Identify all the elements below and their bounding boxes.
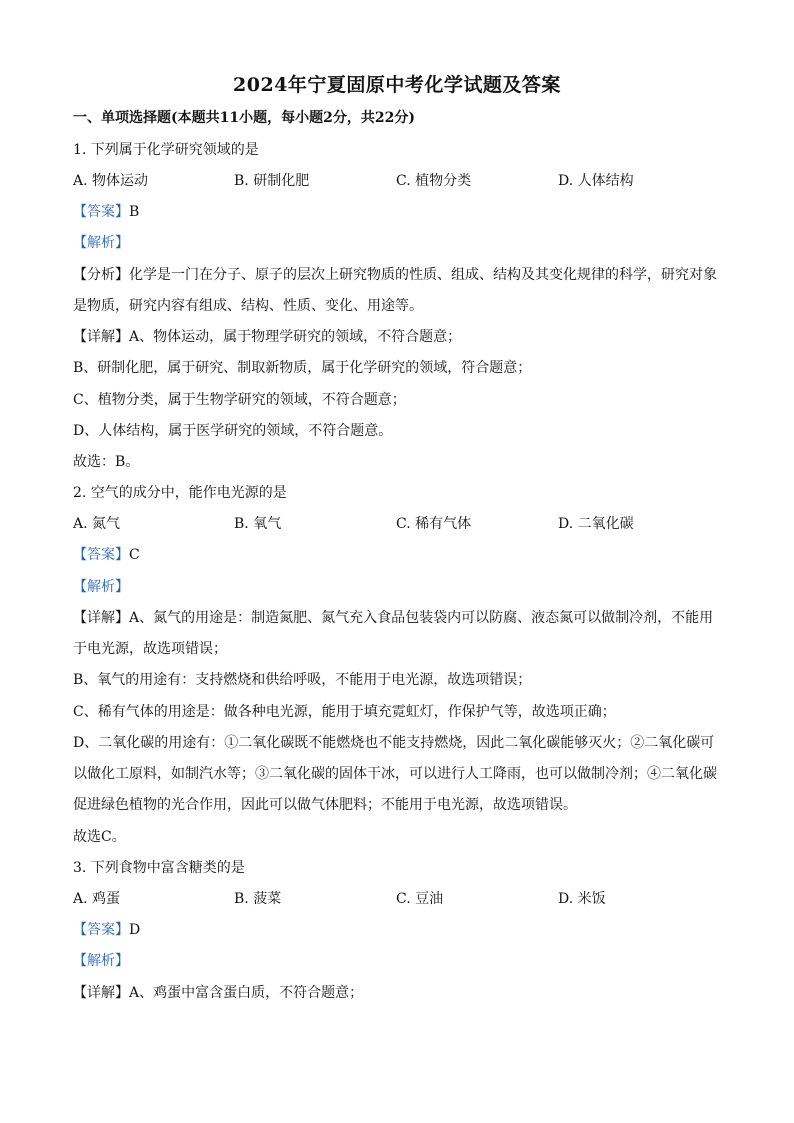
analysis-tag: 【解析】	[73, 235, 129, 251]
q3-option-c: C. 豆油	[396, 891, 444, 907]
q1-option-b: B. 研制化肥	[234, 173, 310, 189]
detail-tag: 【详解】	[73, 610, 129, 626]
detail-tag: 【详解】	[73, 985, 129, 1001]
q3-answer-value: D	[129, 922, 141, 938]
q1-detail-line-d: D、人体结构，属于医学研究的领域，不符合题意。	[73, 423, 393, 439]
q2-detail-line-d2: 以做化工原料，如制汽水等；③二氧化碳的固体干冰，可以进行人工降雨，也可以做制冷剂；④二氧化碳	[73, 766, 717, 782]
q1-option-d: D. 人体结构	[558, 173, 634, 189]
answer-tag: 【答案】	[73, 547, 129, 563]
q3-options	[73, 889, 723, 909]
q1-fenxi-line-2: 是物质，研究内容有组成、结构、性质、变化、用途等。	[73, 298, 423, 314]
q1-stem: 1. 下列属于化学研究领域的是	[73, 142, 259, 158]
q1-analysis	[73, 233, 723, 253]
q1-detail-text-a: A、物体运动，属于物理学研究的领域，不符合题意；	[129, 329, 462, 345]
q2-answer-value: C	[129, 547, 140, 563]
q3-analysis	[73, 951, 723, 971]
q1-fenxi-line-1	[73, 265, 723, 285]
q3-answer	[73, 920, 723, 940]
q3-option-d: D. 米饭	[558, 891, 606, 907]
q2-stem: 2. 空气的成分中，能作电光源的是	[73, 485, 287, 501]
detail-tag: 【详解】	[73, 329, 129, 345]
q2-answer	[73, 545, 723, 565]
q1-option-c: C. 植物分类	[396, 173, 472, 189]
q3-detail-line-a	[73, 983, 723, 1003]
page-title: 2024年宁夏固原中考化学试题及答案	[233, 74, 561, 96]
q2-detail-line-a1	[73, 608, 723, 628]
q2-option-d: D. 二氧化碳	[558, 516, 634, 532]
analysis-tag: 【解析】	[73, 579, 129, 595]
q1-options	[73, 171, 723, 191]
q1-detail-line-c: C、植物分类，属于生物学研究的领域，不符合题意；	[73, 392, 406, 408]
q2-option-c: C. 稀有气体	[396, 516, 472, 532]
q1-conclusion: 故选：B。	[73, 454, 140, 470]
section-heading: 一、单项选择题(本题共11小题，每小题2分，共22分)	[73, 110, 415, 126]
q1-answer-value: B	[129, 204, 140, 220]
q2-detail-line-d1: D、二氧化碳的用途有：①二氧化碳既不能燃烧也不能支持燃烧，因此二氧化碳能够灭火；②二氧化碳可	[73, 735, 715, 751]
q1-fenxi-text-1: 化学是一门在分子、原子的层次上研究物质的性质、组成、结构及其变化规律的科学，研究对象	[129, 267, 717, 283]
q1-answer	[73, 202, 723, 222]
q3-option-b: B. 菠菜	[234, 891, 282, 907]
q1-option-a: A. 物体运动	[73, 173, 149, 189]
q2-option-a: A. 氮气	[73, 516, 121, 532]
q2-conclusion: 故选C。	[73, 829, 126, 845]
answer-tag: 【答案】	[73, 204, 129, 220]
q2-detail-line-a2: 于电光源，故选项错误；	[73, 641, 227, 657]
analysis-tag: 【解析】	[73, 953, 129, 969]
answer-tag: 【答案】	[73, 922, 129, 938]
q2-detail-text-a1: A、氮气的用途是：制造氮肥、氮气充入食品包装袋内可以防腐、液态氮可以做制冷剂，不能用	[129, 610, 714, 626]
q3-option-a: A. 鸡蛋	[73, 891, 121, 907]
fenxi-tag: 【分析】	[73, 267, 129, 283]
q3-stem: 3. 下列食物中富含糖类的是	[73, 860, 245, 876]
q2-detail-line-d3: 促进绿色植物的光合作用，因此可以做气体肥料；不能用于电光源，故选项错误。	[73, 797, 577, 813]
q2-option-b: B. 氧气	[234, 516, 282, 532]
q1-detail-line-a	[73, 327, 723, 347]
q1-detail-line-b: B、研制化肥，属于研究、制取新物质，属于化学研究的领域，符合题意；	[73, 360, 532, 376]
q2-detail-line-b: B、氧气的用途有：支持燃烧和供给呼吸，不能用于电光源，故选项错误；	[73, 672, 532, 688]
q2-detail-line-c: C、稀有气体的用途是：做各种电光源，能用于填充霓虹灯，作保护气等，故选项正确；	[73, 704, 616, 720]
q2-analysis	[73, 577, 723, 597]
q3-detail-text-a: A、鸡蛋中富含蛋白质，不符合题意；	[129, 985, 364, 1001]
q2-options	[73, 514, 723, 534]
